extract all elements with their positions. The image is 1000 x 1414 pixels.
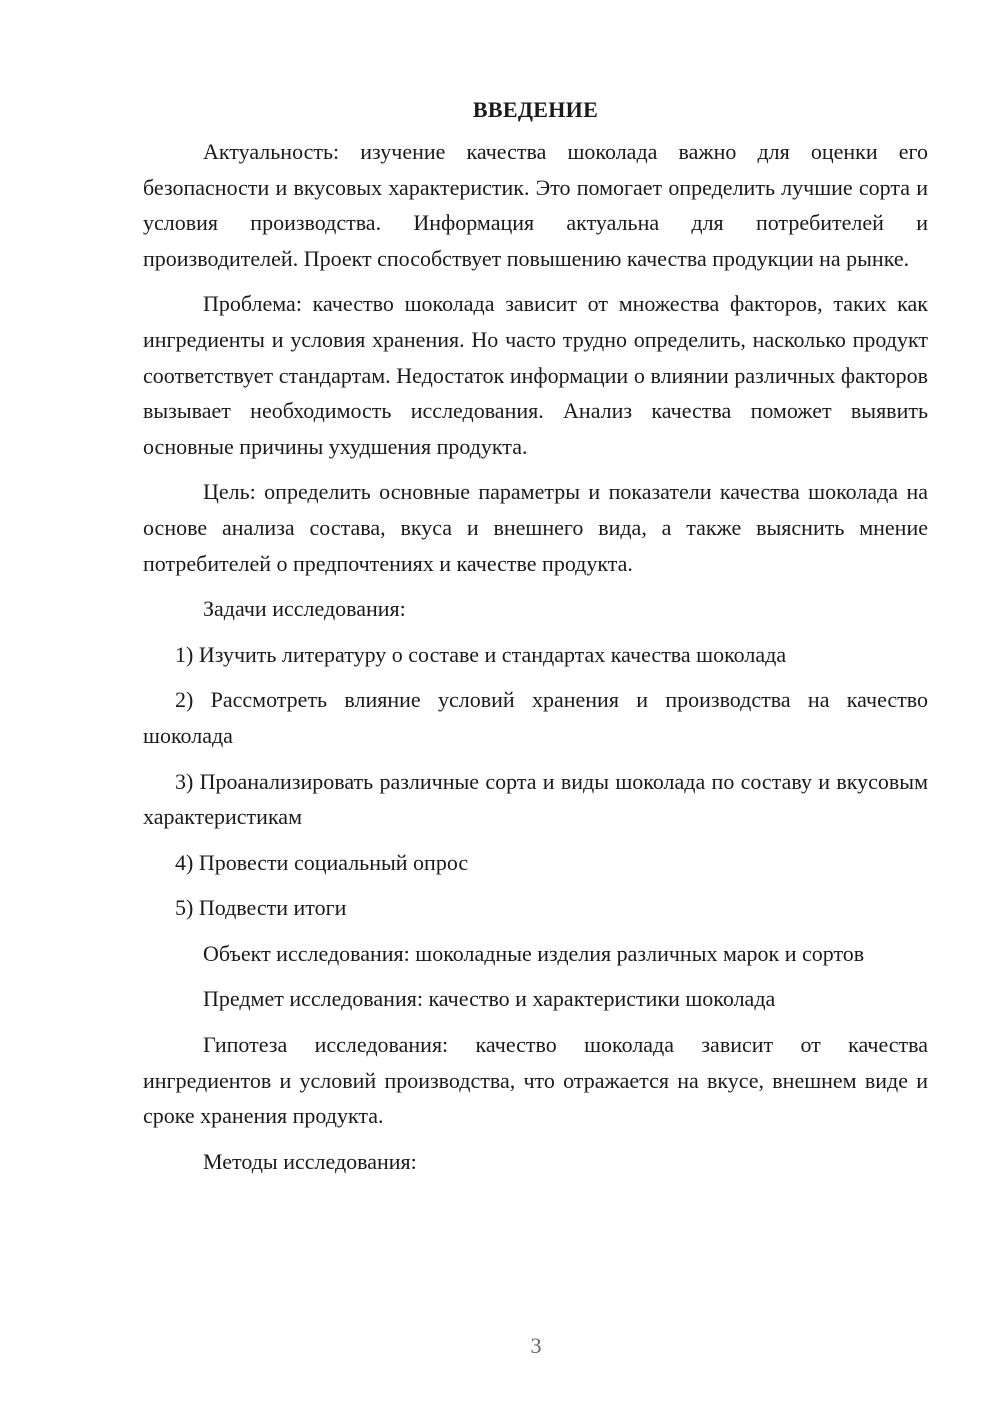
document-page: [143, 92, 928, 1189]
paragraph-subject: Предмет исследования: качество и характеристики шоколада: [203, 986, 776, 1012]
paragraph-goal: Цель: определить основные параметры и показатели качества шоколада на основе анализа состава, вкуса и внешнего вида, а также выяснить мнение потребителей о предпочтениях и качестве продукта.: [143, 479, 928, 576]
task-item: 1) Изучить литературу о составе и стандартах качества шоколада: [175, 641, 787, 667]
tasks-heading: Задачи исследования:: [203, 596, 406, 622]
task-item: 4) Провести социальный опрос: [175, 849, 469, 875]
paragraph-relevance: Актуальность: изучение качества шоколада важно для оценки его безопасности и вкусовых характеристик. Это помогает определить лучшие сорта и условия производства. Информация актуальна для потребителей и производителей. Проект способствует повышению качества продукции на рынке.: [143, 139, 928, 271]
page-number: 3: [530, 1333, 542, 1358]
section-title: ВВЕДЕНИЕ: [472, 97, 599, 122]
task-item: 3) Проанализировать различные сорта и виды шоколада по составу и вкусовым характеристикам: [143, 768, 928, 830]
paragraph-hypothesis: Гипотеза исследования: качество шоколада зависит от качества ингредиентов и условий производства, что отражается на вкусе, внешнем виде и сроке хранения продукта.: [143, 1032, 928, 1129]
task-item: 2) Рассмотреть влияние условий хранения и производства на качество шоколада: [143, 687, 928, 748]
task-item: 5) Подвести итоги: [175, 895, 347, 921]
methods-heading: Методы исследования:: [203, 1148, 417, 1174]
paragraph-object: Объект исследования: шоколадные изделия различных марок и сортов: [203, 940, 865, 966]
paragraph-problem: Проблема: качество шоколада зависит от множества факторов, таких как ингредиенты и условия хранения. Но часто трудно определить, насколько продукт соответствует стандартам. Недостаток информации о влиянии различных факторов вызывает необходимость исследования. Анализ качества поможет выявить основные причины ухудшения продукта.: [143, 291, 928, 459]
